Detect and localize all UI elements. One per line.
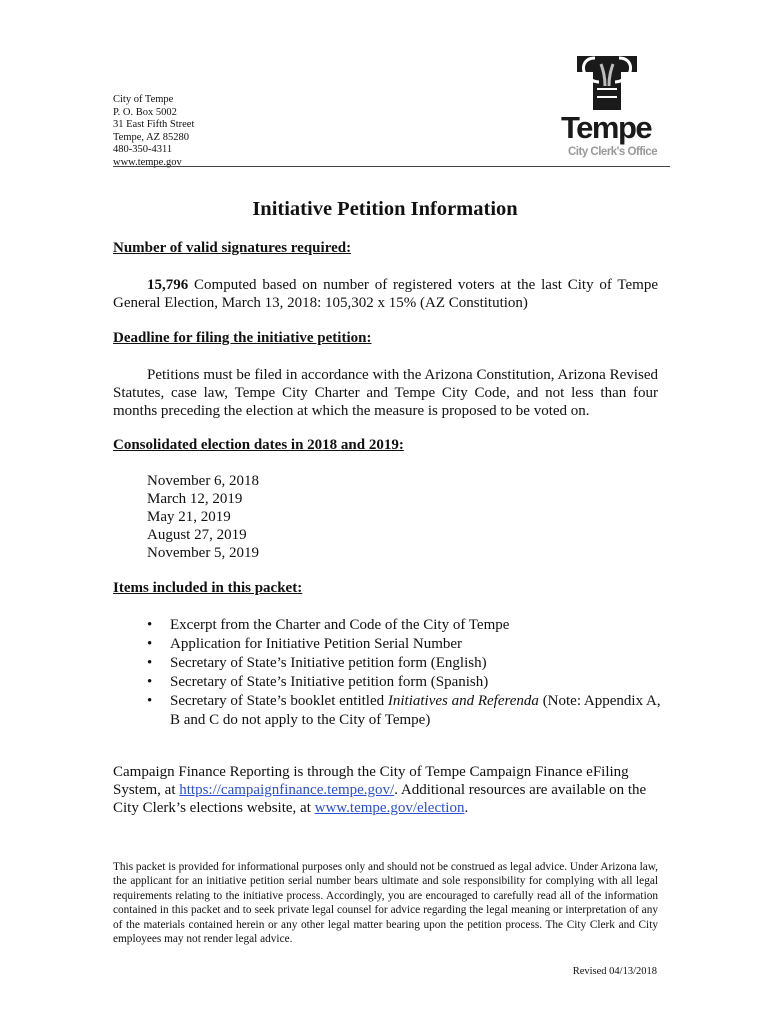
address-line: City of Tempe: [113, 94, 174, 105]
election-dates-heading: Consolidated election dates in 2018 and 2019:: [113, 437, 404, 453]
address-line: www.tempe.gov: [113, 156, 182, 168]
signatures-paragraph: [113, 276, 658, 312]
logo-subtitle: City Clerk's Office: [568, 146, 658, 158]
list-item: • Secretary of State’s booklet entitled Initiatives and Referenda (Note: Appendix A, B and C do not apply to the City of Tempe): [147, 693, 661, 728]
address-line: Tempe, AZ 85280: [113, 131, 189, 143]
deadline-text: Petitions must be filed in accordance with the Arizona Constitution, Arizona Revised Statutes, case law, Tempe City Charter and Tempe City Code, and not less than four months preceding the election at which the measure is proposed to be voted on.: [113, 367, 658, 419]
page-title: Initiative Petition Information: [252, 198, 518, 220]
elections-website-link[interactable]: www.tempe.gov/election: [314, 800, 465, 816]
deadline-heading: Deadline for filing the initiative petition:: [113, 330, 372, 346]
bullet-icon: •: [147, 617, 153, 633]
revision-date: Revised 04/13/2018: [572, 966, 657, 977]
list-item: • Application for Initiative Petition Serial Number: [147, 636, 463, 652]
logo-wordmark: Tempe: [561, 110, 652, 145]
campaign-finance-link[interactable]: https://campaignfinance.tempe.gov/: [179, 782, 395, 798]
signature-count: 15,796: [147, 277, 189, 293]
election-dates-list: [147, 472, 259, 562]
address-line: 31 East Fifth Street: [113, 119, 195, 131]
tempe-logo: [555, 52, 665, 164]
election-date: November 5, 2019: [147, 545, 260, 561]
address-line: P. O. Box 5002: [113, 106, 177, 118]
legal-disclaimer: This packet is provided for informational purposes only and should not be construed as legal advice. Under Arizona law, the applicant for an initiative petition serial number bears ultimate and sole responsibility for complying with all legal requirements relating to the initiative process. Accordingly, you are encouraged to carefully read all of the information contained in this packet and to seek private legal counsel for advice regarding the legal meaning or interpretation of any of the materials contained herein or any other legal matter bearing upon the petition process. The City Clerk and City employees may not render legal advice.: [113, 861, 658, 946]
bullet-icon: •: [147, 655, 153, 671]
booklet-title: Initiatives and Referenda: [387, 693, 539, 709]
election-date: May 21, 2019: [147, 509, 231, 525]
tempe-t-icon: [555, 52, 665, 114]
election-date: March 12, 2019: [147, 491, 243, 507]
list-item: • Secretary of State’s Initiative petition form (Spanish): [147, 674, 489, 690]
bullet-icon: •: [147, 693, 153, 709]
deadline-paragraph: [113, 366, 658, 420]
packet-heading: Items included in this packet:: [113, 580, 303, 596]
signatures-heading: Number of valid signatures required:: [113, 240, 352, 256]
list-item: • Secretary of State’s Initiative petition form (English): [147, 655, 487, 671]
packet-items-list: [147, 616, 667, 730]
bullet-icon: •: [147, 674, 153, 690]
campaign-finance-paragraph: Campaign Finance Reporting is through the City of Tempe Campaign Finance eFiling System, at https://campaignfinance.tempe.gov/. Additional resources are available on the City Clerk’s elections website, at www.tempe.gov/election.: [113, 764, 647, 816]
list-item: • Excerpt from the Charter and Code of the City of Tempe: [147, 617, 510, 633]
bullet-icon: •: [147, 636, 153, 652]
address-line: 480-350-4311: [113, 144, 173, 156]
signatures-text: Computed based on number of registered voters at the last City of Tempe General Election, March 13, 2018: 105,302 x 15% (AZ Constitution): [113, 277, 658, 311]
header-divider: [113, 166, 670, 167]
address-block: [113, 94, 194, 170]
election-date: August 27, 2019: [147, 527, 247, 543]
election-date: November 6, 2018: [147, 473, 260, 489]
